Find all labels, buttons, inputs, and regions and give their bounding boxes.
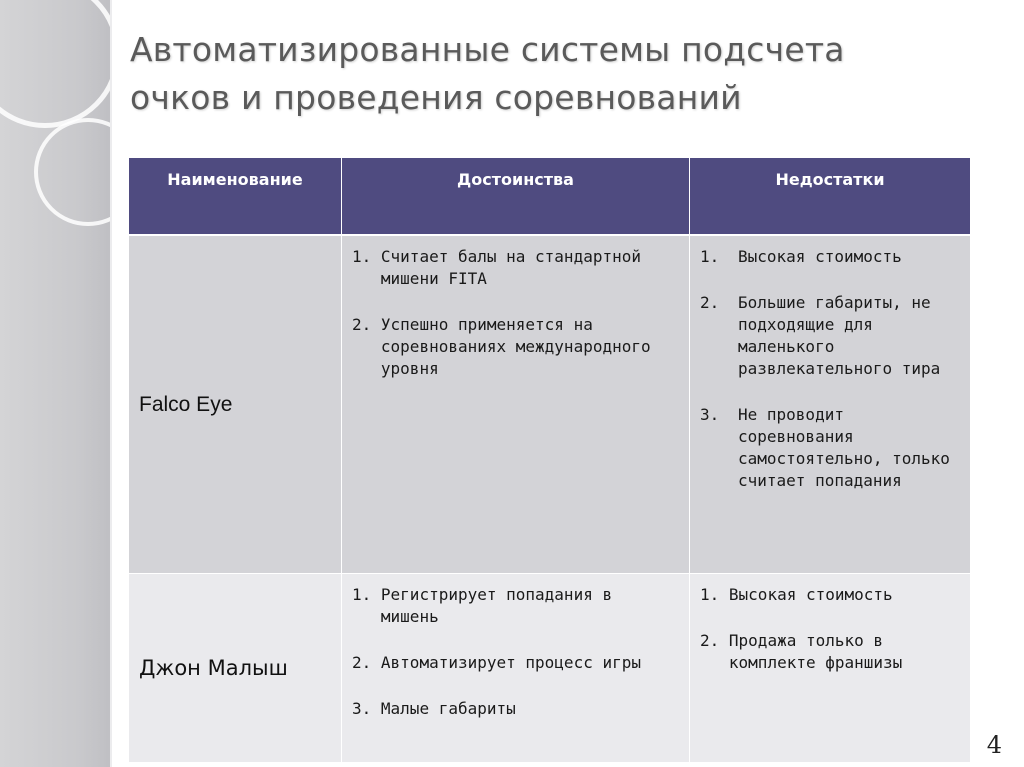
- comparison-table: [128, 157, 971, 763]
- list-item: 1. Высокая стоимость: [700, 585, 893, 604]
- table-row: [129, 235, 971, 574]
- list-item: 2. Продажа только в комплекте франшизы: [700, 631, 903, 672]
- row-name-falco-eye: Falco Eye: [129, 235, 342, 574]
- title-line-1: Автоматизированные системы подсчета: [130, 30, 845, 69]
- page-number: 4: [986, 731, 1002, 759]
- header-name: Наименование: [129, 158, 342, 236]
- list-item: 1. Высокая стоимость: [700, 247, 902, 266]
- advantages-list: [342, 574, 689, 720]
- disadvantages-cell: [690, 235, 971, 574]
- slide-title: [130, 26, 990, 122]
- table-row: [129, 574, 971, 763]
- header-advantages: Достоинства: [342, 158, 690, 236]
- decorative-circle-small: [34, 118, 112, 226]
- header-disadvantages: Недостатки: [690, 158, 971, 236]
- advantages-cell: [342, 574, 690, 763]
- list-item: 3. Не проводит соревнования самостоятельно, только считает попадания: [700, 405, 950, 490]
- advantages-cell: [342, 235, 690, 574]
- band-edge: [110, 0, 112, 767]
- disadvantages-list: [690, 574, 970, 674]
- list-item: 1. Считает балы на стандартной мишени FITA: [352, 247, 641, 288]
- list-item: 1. Регистрирует попадания в мишень: [352, 585, 613, 626]
- decorative-side-band: [0, 0, 112, 767]
- list-item: 2. Успешно применяется на соревнованиях международного уровня: [352, 315, 651, 378]
- list-item: 3. Малые габариты: [352, 699, 516, 718]
- decorative-circle-large: [0, 0, 112, 128]
- list-item: 2. Автоматизирует процесс игры: [352, 653, 641, 672]
- disadvantages-list: [690, 236, 970, 492]
- list-item: 2. Большие габариты, не подходящие для маленького развлекательного тира: [700, 293, 941, 378]
- title-line-2: очков и проведения соревнований: [130, 78, 742, 117]
- advantages-list: [342, 236, 689, 380]
- table-header-row: [129, 158, 971, 236]
- disadvantages-cell: [690, 574, 971, 763]
- row-name-dzhon-malysh: Джон Малыш: [129, 574, 342, 763]
